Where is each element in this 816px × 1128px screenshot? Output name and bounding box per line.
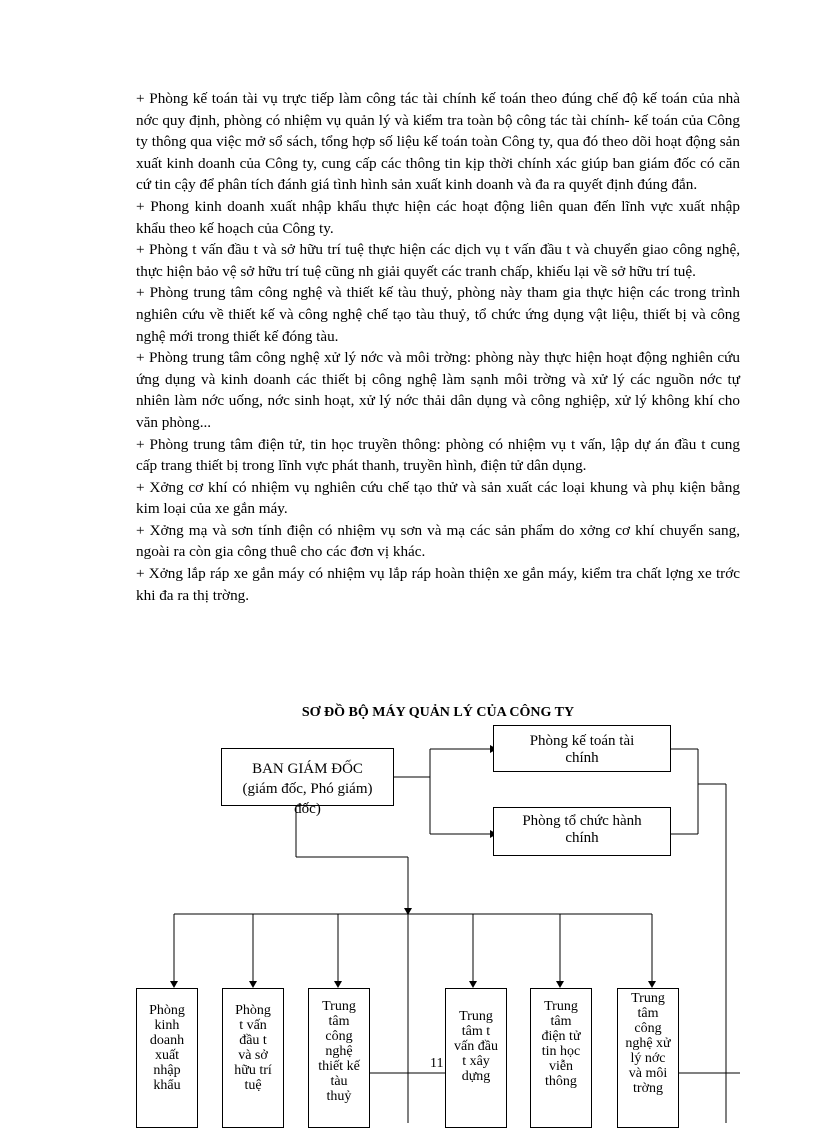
arrow-head — [469, 981, 477, 988]
dept-box-construction-consulting — [445, 988, 507, 1128]
board-of-directors-label: BAN GIÁM ĐỐC (giám đốc, Phó giám) đốc) — [242, 761, 373, 817]
paragraph-plating-workshop: + Xởng mạ và sơn tính điện có nhiệm vụ sơn và mạ các sản phẩm do xởng cơ khí chuyển sang, ngoài ra còn gia công thuê cho các đơn vị khác. — [136, 521, 740, 561]
arrow-head — [249, 981, 257, 988]
paragraph-investment-ip: + Phòng t vấn đầu t và sở hữu trí tuệ thực hiện các dịch vụ t vấn đầu t và chuyển giao công nghệ, thực hiện bảo vệ sở hữu trí tuệ cũng nh giải quyết các tranh chấp, khiếu lại về sở hữu trí tuệ. — [136, 241, 740, 280]
diagram-title: SƠ ĐỒ BỘ MÁY QUẢN LÝ CỦA CÔNG TY — [301, 705, 575, 720]
paragraph-accounting: + Phòng kế toán tài vụ trực tiếp làm công tác tài chính kế toán theo đúng chế độ kế toán của nhà nớc quy định, phòng có nhiệm vụ quản lý và kiểm tra toàn bộ công tác tài chính- kế toán của Công ty thông qua việc mở sổ sách, tổng hợp số liệu kế toán toàn Công ty, qua đó theo dõi hoạt động sản xuất kinh doanh của Công ty, cung cấp các thông tin kịp thời chính xác giúp ban giám đốc có căn cứ tin cậy để phân tích đánh giá tình hình sản xuất kinh doanh và đa ra quyết định đúng đắn. — [136, 90, 740, 194]
arrow-head — [334, 981, 342, 988]
arrow-head — [170, 981, 178, 988]
paragraph-assembly-workshop: + Xởng lắp ráp xe gắn máy có nhiệm vụ lắp ráp hoàn thiện xe gắn máy, kiểm tra chất lợng xe trớc khi đa ra thị trờng. — [136, 565, 740, 604]
arrow-head — [556, 981, 564, 988]
admin-dept-label: Phòng tổ chức hành chính — [522, 813, 642, 846]
paragraph-electronics: + Phòng trung tâm điện tử, tin học truyền thông: phòng có nhiệm vụ t vấn, lập dự án đầu t cung cấp trang thiết bị trong lĩnh vực phát thanh, truyền hình, điện tử dân dụng. — [136, 435, 740, 475]
admin-dept-box — [493, 807, 671, 856]
accounting-dept-box — [493, 725, 671, 772]
board-of-directors-box — [221, 748, 394, 817]
paragraph-shipbuilding: + Phòng trung tâm công nghệ và thiết kế tàu thuỷ, phòng này tham gia thực hiện các trong trình nghiên cứu về thiết kế và công nghệ chế tạo tàu thuỷ, tổ chức ứng dụng vật liệu, thiết bị và công nghệ mới trong thiết kế đóng tàu. — [136, 284, 740, 345]
dept-box-water-environment — [617, 988, 679, 1128]
dept-label: Phòng t vấn đầu t và sở hữu trí tuệ — [234, 1003, 272, 1093]
dept-label: Trung tâm điện tử tin học viễn thông — [541, 999, 581, 1089]
paragraph-water-environment: + Phòng trung tâm công nghệ xử lý nớc và môi trờng: phòng này thực hiện hoạt động nghiên cứu ứng dụng và kinh doanh các thiết bị công nghệ làm sạnh môi trờng và xử lý các nguồn nớc tự nhiên làm nớc uống, nớc sinh hoạt, xử lý nớc thải dân dụng và công nghiệp, xử lý không khí cho văn phòng... — [136, 349, 740, 431]
dept-box-shipbuilding — [308, 988, 370, 1128]
dept-box-import-export — [136, 988, 198, 1128]
dept-label: Trung tâm công nghệ thiết kế tàu thuỷ — [318, 999, 360, 1104]
dept-label: Trung tâm t vấn đầu t xây dựng — [454, 1009, 498, 1084]
dept-label: Trung tâm công nghệ xử lý nớc và môi trờng — [625, 991, 671, 1096]
page-number: 11 — [430, 1056, 444, 1071]
dept-box-electronics — [530, 988, 592, 1128]
paragraph-import-export: + Phong kinh doanh xuất nhập khẩu thực hiện các hoạt động liên quan đến lĩnh vực xuất nhập khẩu theo kế hoạch của Công ty. — [136, 197, 740, 237]
accounting-dept-label: Phòng kế toán tài chính — [529, 733, 635, 766]
paragraph-mechanical-workshop: + Xởng cơ khí có nhiệm vụ nghiên cứu chế tạo thử và sản xuất các loại khung và phụ kiện bằng kim loại của xe gắn máy. — [136, 478, 740, 518]
arrow-head — [648, 981, 656, 988]
dept-label: Phòng kinh doanh xuất nhập khẩu — [149, 1003, 185, 1093]
dept-box-investment-ip — [222, 988, 284, 1128]
